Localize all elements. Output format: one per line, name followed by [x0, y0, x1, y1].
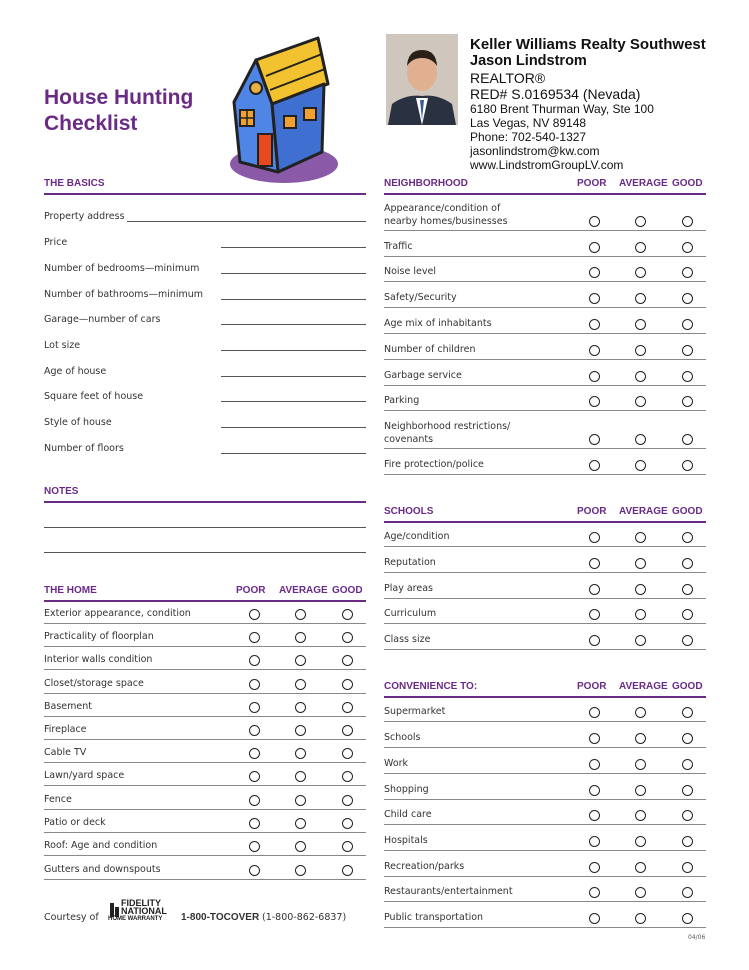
convenience-row-line: [384, 850, 706, 851]
neighborhood-label: Fire protection/police: [384, 459, 484, 470]
schools-poor-radio[interactable]: [589, 609, 600, 620]
convenience-poor-radio[interactable]: [589, 836, 600, 847]
basics-fill-line[interactable]: [221, 299, 366, 300]
convenience-average-radio[interactable]: [635, 785, 646, 796]
home-row-line: [44, 855, 366, 856]
convenience-poor-radio[interactable]: [589, 733, 600, 744]
convenience-row-line: [384, 799, 706, 800]
agent-role: REALTOR®: [470, 70, 546, 86]
basics-label: Property address: [44, 211, 125, 222]
home-label: Fence: [44, 794, 72, 805]
convenience-average-radio[interactable]: [635, 836, 646, 847]
neighborhood-rule: [384, 193, 706, 195]
fidelity-brand-1: FIDELITY: [121, 898, 161, 908]
neighborhood-label: Traffic: [384, 241, 413, 252]
home-average-radio[interactable]: [295, 771, 306, 782]
home-poor-radio[interactable]: [249, 865, 260, 876]
footer-phone-alt: (1-800-862-6837): [262, 912, 347, 923]
home-row-line: [44, 716, 366, 717]
home-good-radio[interactable]: [342, 818, 353, 829]
neighborhood-poor-radio[interactable]: [589, 396, 600, 407]
neighborhood-label: Safety/Security: [384, 292, 457, 303]
convenience-label: Recreation/parks: [384, 861, 465, 872]
home-average-radio[interactable]: [295, 841, 306, 852]
convenience-poor-radio[interactable]: [589, 707, 600, 718]
neighborhood-label: Appearance/condition of nearby homes/businesses: [384, 203, 508, 227]
convenience-label: Supermarket: [384, 706, 446, 717]
neighborhood-row-line: [384, 307, 706, 308]
basics-label: Age of house: [44, 366, 107, 377]
home-good-header: GOOD: [332, 585, 363, 596]
convenience-label: Restaurants/entertainment: [384, 886, 513, 897]
neighborhood-average-radio[interactable]: [635, 460, 646, 471]
home-poor-header: POOR: [236, 585, 266, 596]
home-label: Lawn/yard space: [44, 770, 125, 781]
neighborhood-row-line: [384, 333, 706, 334]
schools-row-line: [384, 572, 706, 573]
convenience-good-radio[interactable]: [682, 887, 693, 898]
neighborhood-poor-radio[interactable]: [589, 242, 600, 253]
convenience-label: Schools: [384, 732, 421, 743]
agent-license: RED# S.0169534 (Nevada): [470, 86, 641, 102]
convenience-average-radio[interactable]: [635, 810, 646, 821]
neighborhood-label: Age mix of inhabitants: [384, 318, 492, 329]
home-label: Gutters and downspouts: [44, 864, 161, 875]
neighborhood-label: Noise level: [384, 266, 436, 277]
convenience-poor-radio[interactable]: [589, 810, 600, 821]
home-poor-radio[interactable]: [249, 655, 260, 666]
schools-label: Curriculum: [384, 608, 437, 619]
convenience-good-radio[interactable]: [682, 913, 693, 924]
basics-fill-line[interactable]: [221, 453, 366, 454]
schools-good-radio[interactable]: [682, 635, 693, 646]
footer-phone: 1-800-TOCOVER: [181, 912, 260, 923]
notes-line[interactable]: [44, 527, 366, 528]
convenience-poor-header: POOR: [577, 681, 607, 692]
neighborhood-poor-radio[interactable]: [589, 319, 600, 330]
neighborhood-row-line: [384, 256, 706, 257]
form-code: 04/06: [688, 934, 706, 941]
schools-good-header: GOOD: [672, 506, 703, 517]
schools-good-radio[interactable]: [682, 584, 693, 595]
convenience-average-radio[interactable]: [635, 733, 646, 744]
home-row-line: [44, 669, 366, 670]
home-poor-radio[interactable]: [249, 771, 260, 782]
schools-good-radio[interactable]: [682, 558, 693, 569]
schools-good-radio[interactable]: [682, 609, 693, 620]
convenience-row-line: [384, 773, 706, 774]
neighborhood-average-radio[interactable]: [635, 242, 646, 253]
neighborhood-poor-radio[interactable]: [589, 371, 600, 382]
neighborhood-average-radio[interactable]: [635, 216, 646, 227]
convenience-poor-radio[interactable]: [589, 862, 600, 873]
neighborhood-label: Neighborhood restrictions/ covenants: [384, 421, 511, 445]
home-label: Roof: Age and condition: [44, 840, 158, 851]
schools-row-line: [384, 623, 706, 624]
schools-row-line: [384, 649, 706, 650]
neighborhood-heading: NEIGHBORHOOD: [384, 178, 468, 189]
home-poor-radio[interactable]: [249, 748, 260, 759]
footer-courtesy: Courtesy of: [44, 912, 99, 923]
schools-poor-radio[interactable]: [589, 558, 600, 569]
fidelity-brand-2: NATIONAL: [121, 906, 167, 916]
convenience-poor-radio[interactable]: [589, 759, 600, 770]
neighborhood-row-line: [384, 410, 706, 411]
convenience-row-line: [384, 824, 706, 825]
title-line-2: Checklist: [44, 112, 138, 135]
home-poor-radio[interactable]: [249, 818, 260, 829]
schools-heading: SCHOOLS: [384, 506, 434, 517]
neighborhood-good-radio[interactable]: [682, 293, 693, 304]
schools-average-header: AVERAGE: [619, 506, 668, 517]
basics-rule: [44, 193, 366, 195]
home-poor-radio[interactable]: [249, 725, 260, 736]
home-average-radio[interactable]: [295, 609, 306, 620]
neighborhood-row-line: [384, 474, 706, 475]
convenience-good-header: GOOD: [672, 681, 703, 692]
neighborhood-poor-header: POOR: [577, 178, 607, 189]
home-good-radio[interactable]: [342, 679, 353, 690]
schools-poor-radio[interactable]: [589, 532, 600, 543]
neighborhood-good-radio[interactable]: [682, 319, 693, 330]
neighborhood-poor-radio[interactable]: [589, 293, 600, 304]
neighborhood-average-radio[interactable]: [635, 345, 646, 356]
schools-average-radio[interactable]: [635, 532, 646, 543]
basics-fill-line[interactable]: [221, 401, 366, 402]
convenience-rule: [384, 696, 706, 698]
home-label: Exterior appearance, condition: [44, 608, 191, 619]
convenience-label: Work: [384, 758, 409, 769]
neighborhood-average-header: AVERAGE: [619, 178, 668, 189]
basics-label: Square feet of house: [44, 391, 144, 402]
basics-fill-line[interactable]: [221, 247, 366, 248]
home-poor-radio[interactable]: [249, 609, 260, 620]
convenience-average-radio[interactable]: [635, 759, 646, 770]
schools-average-radio[interactable]: [635, 558, 646, 569]
home-label: Basement: [44, 701, 92, 712]
neighborhood-label: Parking: [384, 395, 420, 406]
convenience-row-line: [384, 747, 706, 748]
home-row-line: [44, 762, 366, 763]
fidelity-brand-3: HOME WARRANTY: [108, 916, 163, 922]
neighborhood-good-radio[interactable]: [682, 242, 693, 253]
notes-rule: [44, 501, 366, 503]
home-label: Cable TV: [44, 747, 87, 758]
home-row-line: [44, 809, 366, 810]
basics-fill-line[interactable]: [221, 350, 366, 351]
home-label: Fireplace: [44, 724, 87, 735]
neighborhood-average-radio[interactable]: [635, 434, 646, 445]
convenience-label: Child care: [384, 809, 432, 820]
basics-fill-line[interactable]: [221, 376, 366, 377]
neighborhood-label: Garbage service: [384, 370, 462, 381]
convenience-label: Hospitals: [384, 835, 428, 846]
home-row-line: [44, 646, 366, 647]
neighborhood-average-radio[interactable]: [635, 371, 646, 382]
home-average-header: AVERAGE: [279, 585, 328, 596]
schools-rule: [384, 521, 706, 523]
schools-average-radio[interactable]: [635, 609, 646, 620]
convenience-row-line: [384, 876, 706, 877]
schools-poor-radio[interactable]: [589, 584, 600, 595]
neighborhood-good-radio[interactable]: [682, 216, 693, 227]
home-average-radio[interactable]: [295, 795, 306, 806]
agent-photo: [386, 34, 458, 125]
home-label: Interior walls condition: [44, 654, 153, 665]
schools-label: Play areas: [384, 583, 433, 594]
neighborhood-poor-radio[interactable]: [589, 434, 600, 445]
home-average-radio[interactable]: [295, 725, 306, 736]
convenience-row-line: [384, 721, 706, 722]
home-average-radio[interactable]: [295, 655, 306, 666]
convenience-average-header: AVERAGE: [619, 681, 668, 692]
convenience-poor-radio[interactable]: [589, 887, 600, 898]
neighborhood-average-radio[interactable]: [635, 267, 646, 278]
schools-label: Class size: [384, 634, 431, 645]
neighborhood-row-line: [384, 359, 706, 360]
home-average-radio[interactable]: [295, 679, 306, 690]
schools-label: Age/condition: [384, 531, 450, 542]
convenience-good-radio[interactable]: [682, 810, 693, 821]
home-row-line: [44, 623, 366, 624]
neighborhood-good-radio[interactable]: [682, 396, 693, 407]
home-row-line: [44, 693, 366, 694]
convenience-row-line: [384, 927, 706, 928]
home-average-radio[interactable]: [295, 818, 306, 829]
basics-fill-line[interactable]: [221, 427, 366, 428]
convenience-good-radio[interactable]: [682, 785, 693, 796]
home-average-radio[interactable]: [295, 865, 306, 876]
notes-line[interactable]: [44, 552, 366, 553]
home-poor-radio[interactable]: [249, 632, 260, 643]
convenience-heading: CONVENIENCE TO:: [384, 681, 478, 692]
neighborhood-good-radio[interactable]: [682, 267, 693, 278]
neighborhood-row-line: [384, 448, 706, 449]
schools-poor-radio[interactable]: [589, 635, 600, 646]
basics-label: Garage—number of cars: [44, 314, 161, 325]
notes-heading: NOTES: [44, 486, 79, 497]
schools-row-line: [384, 598, 706, 599]
schools-label: Reputation: [384, 557, 436, 568]
home-label: Closet/storage space: [44, 678, 144, 689]
basics-label: Number of floors: [44, 443, 124, 454]
home-heading: THE HOME: [44, 585, 97, 596]
agent-address-1: 6180 Brent Thurman Way, Ste 100: [470, 102, 654, 116]
home-row-line: [44, 739, 366, 740]
agent-company: Keller Williams Realty Southwest: [470, 36, 706, 53]
neighborhood-average-radio[interactable]: [635, 319, 646, 330]
neighborhood-row-line: [384, 385, 706, 386]
home-good-radio[interactable]: [342, 609, 353, 620]
convenience-label: Public transportation: [384, 912, 484, 923]
agent-name: Jason Lindstrom: [470, 53, 587, 69]
agent-phone: Phone: 702-540-1327: [470, 130, 587, 144]
convenience-average-radio[interactable]: [635, 862, 646, 873]
home-poor-radio[interactable]: [249, 795, 260, 806]
neighborhood-poor-radio[interactable]: [589, 216, 600, 227]
basics-label: Lot size: [44, 340, 81, 351]
basics-fill-line[interactable]: [221, 273, 366, 274]
basics-label: Price: [44, 237, 68, 248]
title-line-1: House Hunting: [44, 86, 194, 109]
neighborhood-label: Number of children: [384, 344, 476, 355]
home-label: Patio or deck: [44, 817, 106, 828]
home-row-line: [44, 832, 366, 833]
basics-label: Number of bathrooms—minimum: [44, 289, 204, 300]
agent-address-2: Las Vegas, NV 89148: [470, 116, 587, 130]
home-good-radio[interactable]: [342, 795, 353, 806]
home-average-radio[interactable]: [295, 748, 306, 759]
agent-website: www.LindstromGroupLV.com: [470, 158, 624, 172]
home-rule: [44, 600, 366, 602]
neighborhood-good-radio[interactable]: [682, 460, 693, 471]
neighborhood-good-header: GOOD: [672, 178, 703, 189]
home-poor-radio[interactable]: [249, 841, 260, 852]
home-good-radio[interactable]: [342, 841, 353, 852]
neighborhood-row-line: [384, 281, 706, 282]
convenience-good-radio[interactable]: [682, 836, 693, 847]
home-good-radio[interactable]: [342, 865, 353, 876]
home-average-radio[interactable]: [295, 702, 306, 713]
schools-poor-header: POOR: [577, 506, 607, 517]
neighborhood-good-radio[interactable]: [682, 345, 693, 356]
home-good-radio[interactable]: [342, 655, 353, 666]
agent-info: [470, 36, 706, 172]
schools-row-line: [384, 546, 706, 547]
neighborhood-average-radio[interactable]: [635, 293, 646, 304]
page-title: [44, 85, 193, 137]
neighborhood-poor-radio[interactable]: [589, 345, 600, 356]
home-poor-radio[interactable]: [249, 679, 260, 690]
schools-good-radio[interactable]: [682, 532, 693, 543]
basics-heading: THE BASICS: [44, 178, 105, 189]
basics-fill-line[interactable]: [221, 324, 366, 325]
home-good-radio[interactable]: [342, 632, 353, 643]
convenience-good-radio[interactable]: [682, 733, 693, 744]
convenience-average-radio[interactable]: [635, 707, 646, 718]
convenience-poor-radio[interactable]: [589, 913, 600, 924]
agent-email: jasonlindstrom@kw.com: [470, 144, 600, 158]
home-good-radio[interactable]: [342, 702, 353, 713]
home-good-radio[interactable]: [342, 771, 353, 782]
convenience-poor-radio[interactable]: [589, 785, 600, 796]
convenience-label: Shopping: [384, 784, 429, 795]
convenience-average-radio[interactable]: [635, 887, 646, 898]
home-poor-radio[interactable]: [249, 702, 260, 713]
neighborhood-row-line: [384, 230, 706, 231]
neighborhood-poor-radio[interactable]: [589, 460, 600, 471]
convenience-good-radio[interactable]: [682, 862, 693, 873]
schools-average-radio[interactable]: [635, 584, 646, 595]
neighborhood-average-radio[interactable]: [635, 396, 646, 407]
home-label: Practicality of floorplan: [44, 631, 154, 642]
convenience-good-radio[interactable]: [682, 707, 693, 718]
convenience-row-line: [384, 901, 706, 902]
basics-fill-line[interactable]: [127, 221, 366, 222]
house-illustration: [226, 30, 338, 186]
neighborhood-poor-radio[interactable]: [589, 267, 600, 278]
basics-label: Number of bedrooms—minimum: [44, 263, 200, 274]
convenience-good-radio[interactable]: [682, 759, 693, 770]
home-row-line: [44, 785, 366, 786]
home-row-line: [44, 879, 366, 880]
home-good-radio[interactable]: [342, 748, 353, 759]
home-average-radio[interactable]: [295, 632, 306, 643]
convenience-average-radio[interactable]: [635, 913, 646, 924]
basics-label: Style of house: [44, 417, 112, 428]
home-good-radio[interactable]: [342, 725, 353, 736]
neighborhood-good-radio[interactable]: [682, 371, 693, 382]
schools-average-radio[interactable]: [635, 635, 646, 646]
neighborhood-good-radio[interactable]: [682, 434, 693, 445]
